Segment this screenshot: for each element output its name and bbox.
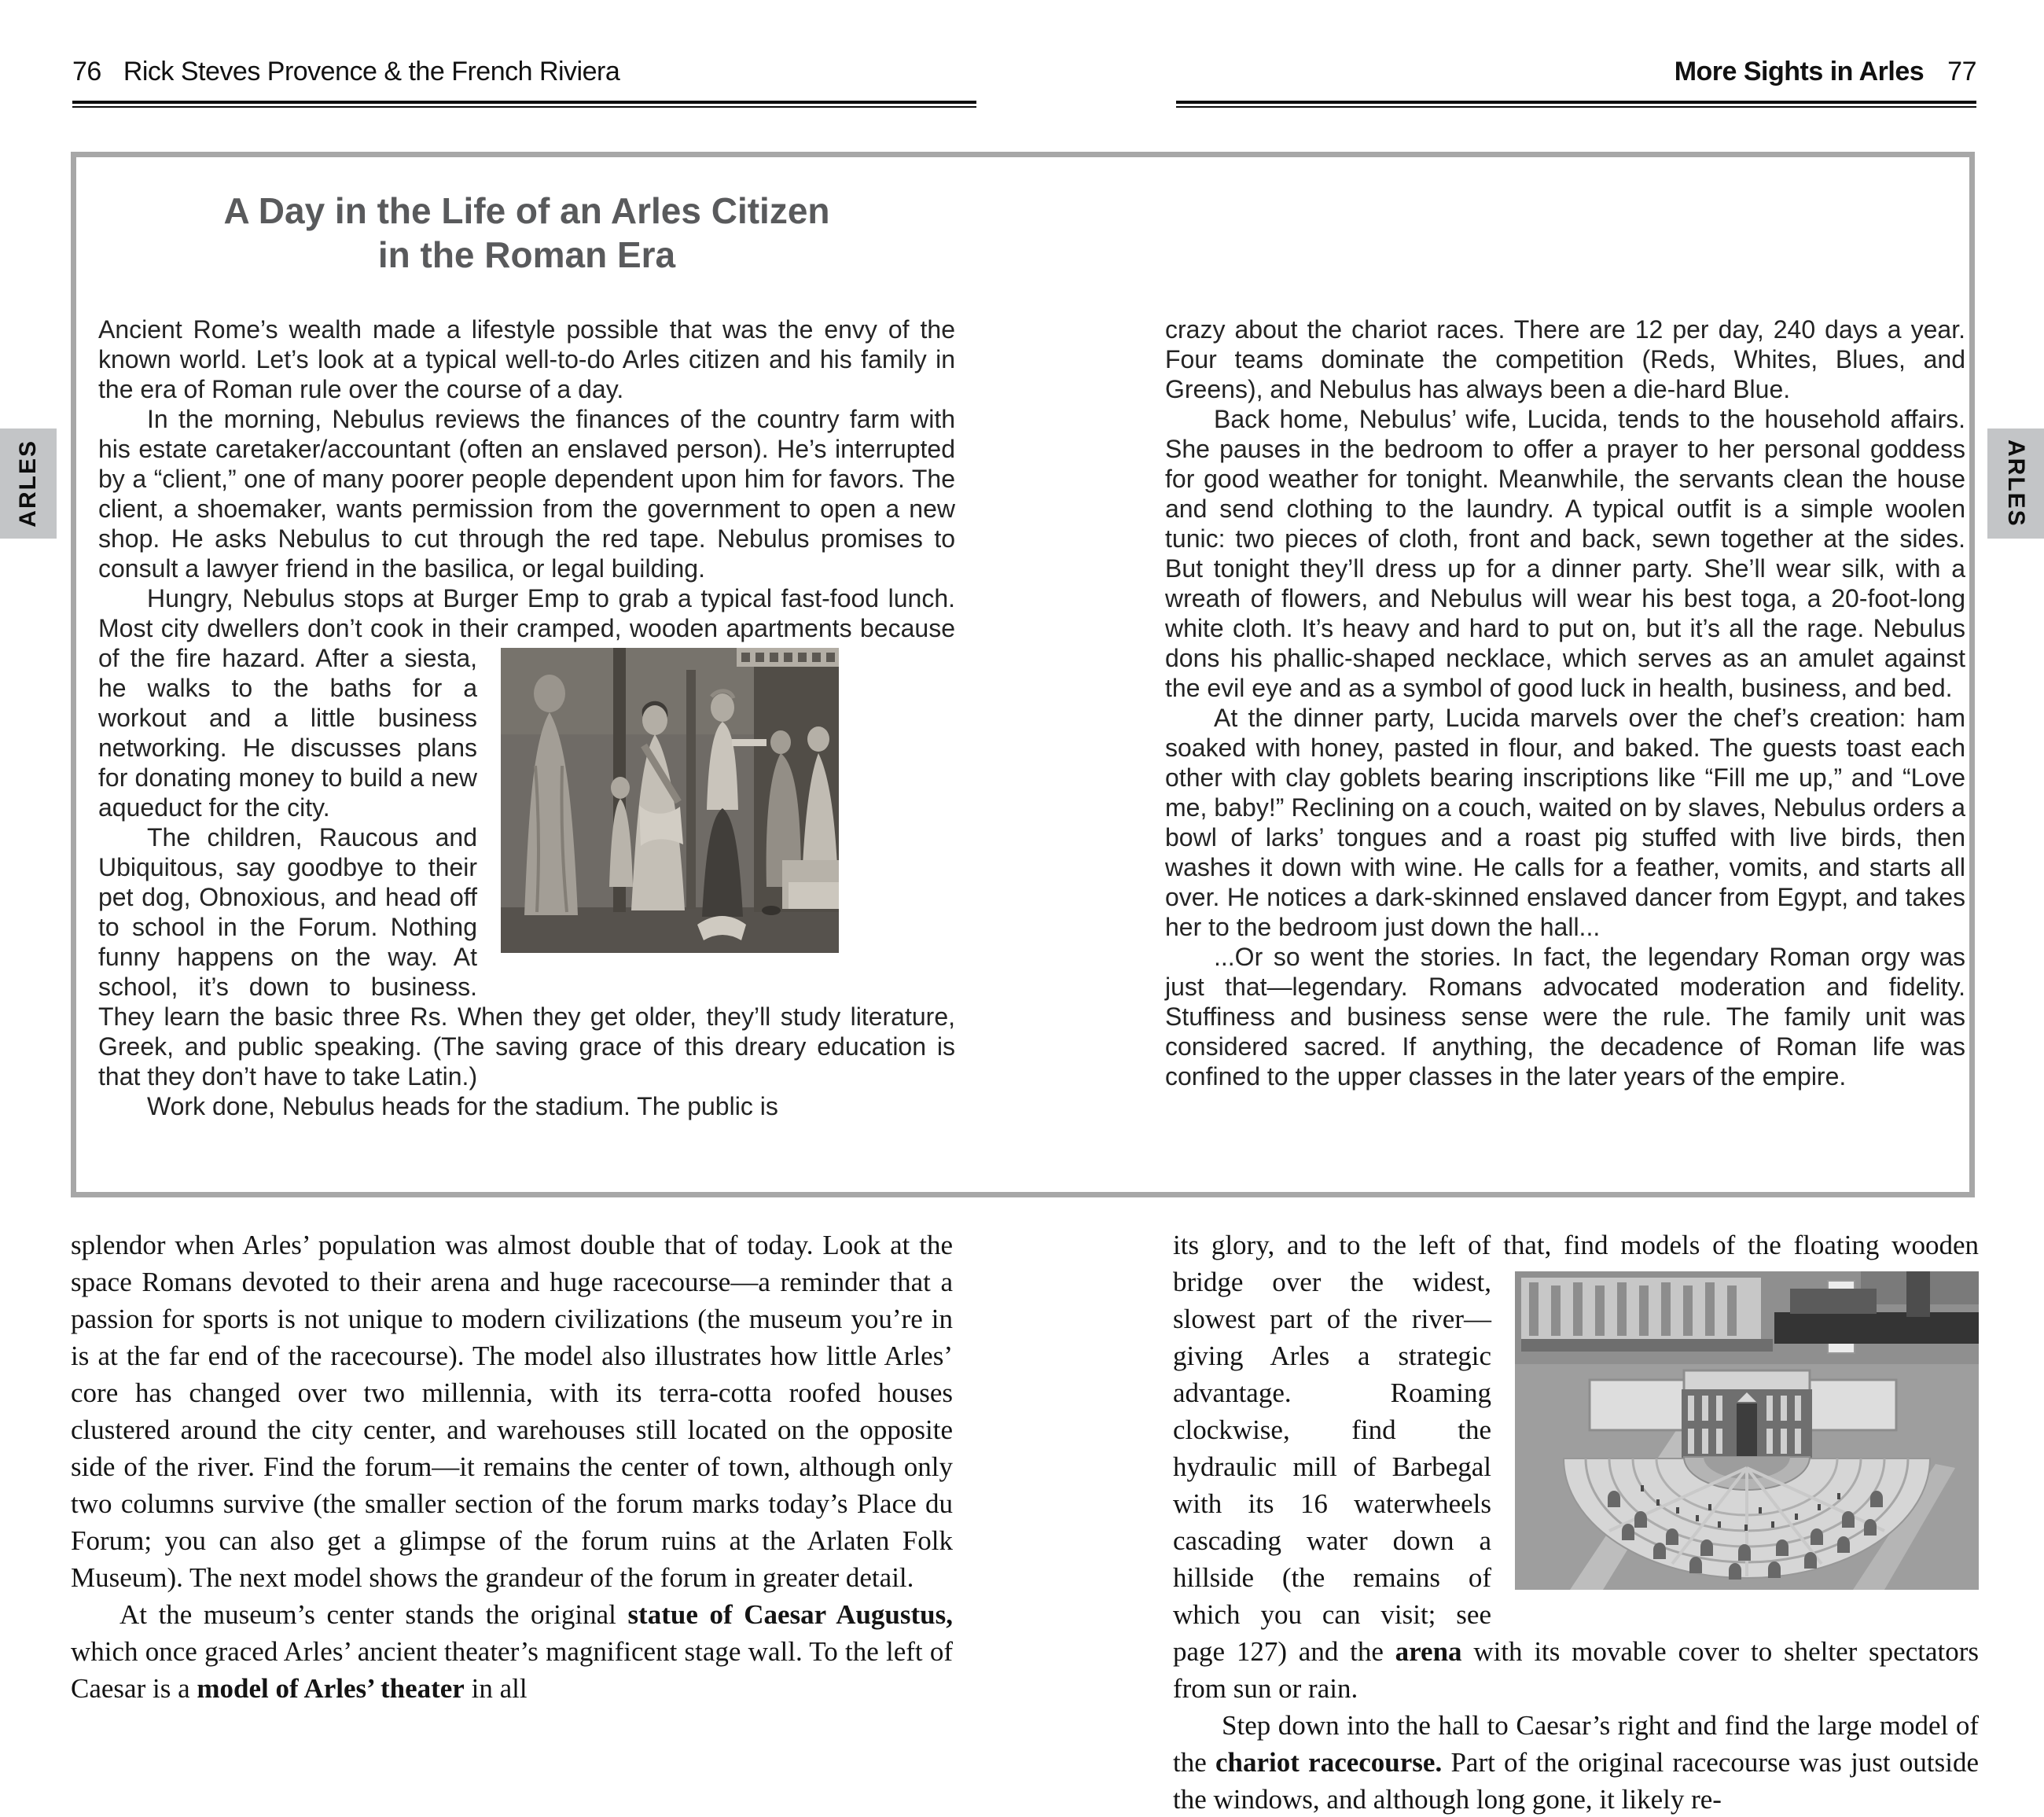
- paragraph-text: with its movable cover to shelter spectators from sun or rain.: [1173, 1636, 1979, 1704]
- paragraph-text: which once graced Arles’ ancient theater’s magnificent stage wall. To the left of Caesar is a: [71, 1636, 953, 1704]
- header-rule-left: [72, 101, 976, 108]
- section-title: More Sights in Arles: [1674, 57, 1925, 86]
- margin-tab-arles-left: [0, 429, 57, 539]
- fresco-photo: [501, 648, 839, 953]
- paragraph-text: Step down into the hall to Caesar’s right and find the large model of the: [1173, 1710, 1979, 1778]
- page-number-right: 77: [1947, 57, 1976, 86]
- sidebar-column-right: [1165, 314, 1965, 1091]
- paragraph: At the dinner party, Lucida marvels over the chef’s creation: ham soaked with honey, pasted in flour, and baked. The guests toast each other with clay goblets bearing inscriptions like “Fill me up,” and “Love me, baby!” Reclining on a couch, waited on by slaves, Nebulus orders a bowl of larks’ tongues and a roast pig stuffed with live birds, then washes it down with wine. He calls for a feather, vomits, and starts all over. He notices a dark-skinned enslaved dancer from Egypt, and takes her to the bedroom just down the hall...: [1165, 704, 1965, 941]
- sidebar-title-line2: in the Roman Era: [377, 234, 676, 275]
- header-rule-right: [1176, 101, 1976, 108]
- paragraph-text: Part of the original racecourse was just outside the windows, and although long gone, it likely re-: [1173, 1747, 1979, 1815]
- theater-model-photo: [1515, 1271, 1979, 1590]
- bold-term: model of Arles’ theater: [197, 1673, 465, 1704]
- paragraph: [1173, 1227, 1979, 1707]
- paragraph-text: At the museum’s center stands the original: [119, 1599, 628, 1630]
- paragraph: In the morning, Nebulus reviews the finances of the country farm with his estate caretaker/accountant (often an enslaved person). He’s interrupted by a “client,” one of many poorer people dependent upon him for favors. The client, a shoemaker, wants permission from the government to open a new shop. He asks Nebulus to cut through the red tape. Nebulus promises to consult a lawyer friend in the basilica, or legal building.: [98, 405, 955, 583]
- sidebar-title: [98, 189, 955, 277]
- paragraph: splendor when Arles’ population was almost double that of today. Look at the space Romans devoted to their arena and huge racecourse—a reminder that a passion for sports is not unique to modern civilizations (the museum you’re in is at the far end of the racecourse). The model also illustrates how little Arles’ core has changed over two millennia, with its terra-cotta roofed houses clustered around the city center, and warehouses still located on the opposite side of the river. Find the forum—it remains the center of town, although only two columns survive (the smaller section of the forum marks today’s Place du Forum; you can also get a glimpse of the forum ruins at the Arlaten Folk Museum). The next model shows the grandeur of the forum in greater detail.: [71, 1230, 953, 1593]
- sidebar-title-line1: A Day in the Life of an Arles Citizen: [223, 190, 830, 231]
- paragraph: The children, Raucous and Ubiquitous, say goodbye to their pet dog, Obnoxious, and head off to school in the Forum. Nothing funny happens on the way. At school, it’s down to business. They learn the basic three Rs. When they get older, they’ll study literature, Greek, and public speaking. (The saving grace of this dreary education is that they don’t have to take Latin.): [98, 823, 955, 1091]
- body-column-left: [71, 1227, 953, 1707]
- paragraph: Work done, Nebulus heads for the stadium. The public is: [147, 1092, 778, 1120]
- book-title: Rick Steves Provence & the French Riviera: [123, 57, 620, 86]
- sidebar-box: [71, 152, 1975, 1197]
- margin-tab-label: ARLES: [15, 440, 41, 528]
- bold-term: chariot racecourse.: [1215, 1747, 1443, 1778]
- paragraph: [1173, 1707, 1979, 1817]
- running-head-left: [72, 57, 976, 87]
- bold-term: statue of Caesar Augustus,: [627, 1599, 954, 1630]
- body-column-right: [1173, 1227, 1979, 1817]
- paragraph: Back home, Nebulus’ wife, Lucida, tends to the household affairs. She pauses in the bedroom to offer a prayer to her personal goddess for good weather for tonight. Meanwhile, the servants clean the house and send clothing to the laundry. A typical outfit is a simple woolen tunic: two pieces of cloth, front and back, sewn together at the sides. But tonight they’ll dress up for a dinner party. She’ll wear silk, with a wreath of flowers, and Nebulus will wear his best toga, a 20-foot-long white cloth. It’s heavy and hard to put on, but it’s all the rage. Nebulus dons his phallic-shaped necklace, which serves as an amulet against the evil eye and as a symbol of good luck in health, business, and bed.: [1165, 405, 1965, 702]
- paragraph: [71, 1596, 953, 1707]
- paragraph: ...Or so went the stories. In fact, the legendary Roman orgy was just that—legendary. Romans advocated moderation and fidelity. Stuffiness and business sense were the rule. The family unit was considered sacred. If anything, the decadence of Roman life was confined to the upper classes in the later years of the empire.: [1165, 943, 1965, 1091]
- paragraph: crazy about the chariot races. There are 12 per day, 240 days a year. Four teams dominate the competition (Reds, Whites, Blues, and Greens), and Nebulus has always been a die-hard Blue.: [1165, 315, 1965, 403]
- paragraph-text: wooden apartments because of the fire hazard. After a siesta, he walks to the baths for a workout and a little business networking. He discusses plans for donating money to build a new aqueduct for the city.: [98, 614, 956, 822]
- margin-tab-arles-right: [1987, 429, 2044, 539]
- sidebar-column-left: [98, 314, 955, 1121]
- paragraph-text: in all: [464, 1673, 528, 1704]
- paragraph: [98, 583, 955, 822]
- margin-tab-label: ARLES: [2003, 440, 2029, 528]
- page-number-left: 76: [72, 57, 101, 86]
- paragraph-text: Hungry, Nebulus stops at Burger Emp to grab a typical fast-food lunch. Most city dwellers don’t cook in their cramped,: [98, 584, 955, 642]
- running-head-right: [1176, 57, 1976, 87]
- bold-term: arena: [1395, 1636, 1462, 1667]
- paragraph-text: bridge over the widest, slowest part of the river—giving Arles a strategic advantage. Roaming clockwise, find the hydraulic mill of Barbegal with its 16 waterwheels cascading water down a hillside (the remains of which you can visit; see page 127) and the: [1173, 1267, 1491, 1667]
- paragraph-text: its glory, and to the left of that, find models of the floating wooden: [1173, 1230, 1979, 1260]
- paragraph: Ancient Rome’s wealth made a lifestyle possible that was the envy of the known world. Let’s look at a typical well-to-do Arles citizen and his family in the era of Roman rule over the course of a day.: [98, 315, 955, 403]
